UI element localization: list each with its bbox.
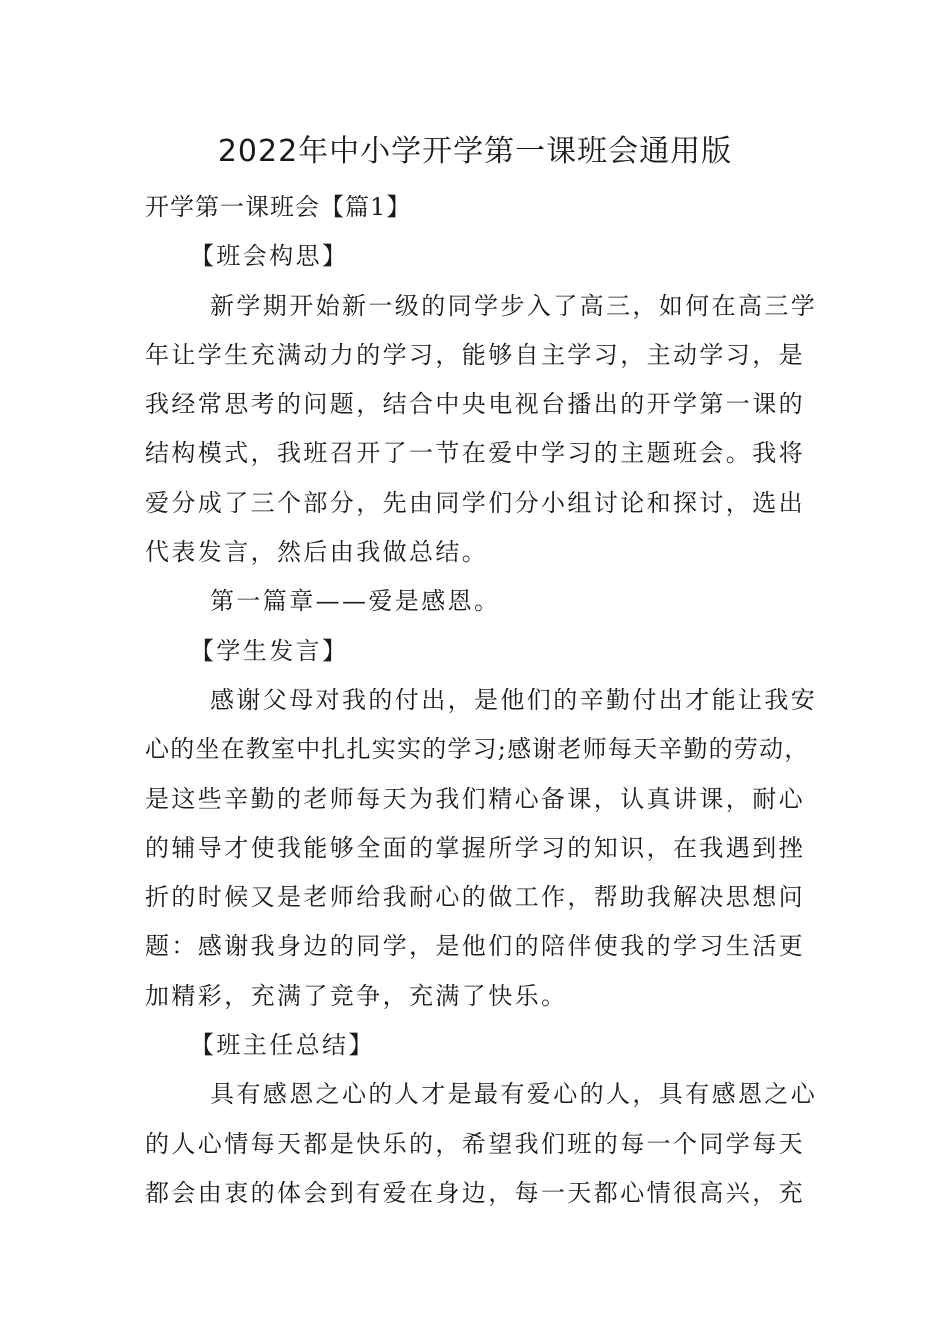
subheading-teacher-summary: 【班主任总结】 [190, 1031, 375, 1060]
paragraph-line: 都会由衷的体会到有爱在身边，每一天都心情很高兴，充 [145, 1178, 805, 1207]
paragraph-line: 的辅导才使我能够全面的掌握所学习的知识，在我遇到挫 [145, 833, 805, 862]
paragraph-line: 心的坐在教室中扎扎实实的学习;感谢老师每天辛勤的劳动， [145, 735, 810, 764]
document-body [145, 183, 818, 1218]
paragraph-line: 新学期开始新一级的同学步入了高三，如何在高三学 [210, 291, 818, 320]
paragraph-line: 题：感谢我身边的同学，是他们的陪伴使我的学习生活更 [145, 932, 805, 961]
paragraph-line: 年让学生充满动力的学习，能够自主学习，主动学习，是 [145, 340, 805, 369]
paragraph-line: 我经常思考的问题，结合中央电视台播出的开学第一课的 [145, 390, 805, 419]
paragraph-line: 加精彩，充满了竞争，充满了快乐。 [145, 981, 568, 1010]
paragraph-line: 爱分成了三个部分，先由同学们分小组讨论和探讨，选出 [145, 488, 805, 517]
paragraph-line: 是这些辛勤的老师每天为我们精心备课，认真讲课，耐心 [145, 784, 805, 813]
chapter-heading: 第一篇章——爱是感恩。 [210, 587, 501, 616]
paragraph-line: 具有感恩之心的人才是最有爱心的人，具有感恩之心 [210, 1080, 818, 1109]
document-title: 2022年中小学开学第一课班会通用版 [217, 134, 733, 169]
subheading-student-speech: 【学生发言】 [190, 636, 349, 665]
paragraph-line: 结构模式，我班召开了一节在爱中学习的主题班会。我将 [145, 439, 805, 468]
paragraph-line: 的人心情每天都是快乐的，希望我们班的每一个同学每天 [145, 1129, 805, 1158]
paragraph-line: 代表发言，然后由我做总结。 [145, 538, 489, 567]
section-heading: 开学第一课班会【篇1】 [145, 193, 412, 221]
paragraph-line: 感谢父母对我的付出，是他们的辛勤付出才能让我安 [210, 685, 818, 714]
subheading-class-idea: 【班会构思】 [190, 242, 349, 271]
paragraph-line: 折的时候又是老师给我耐心的做工作，帮助我解决思想问 [145, 883, 805, 912]
